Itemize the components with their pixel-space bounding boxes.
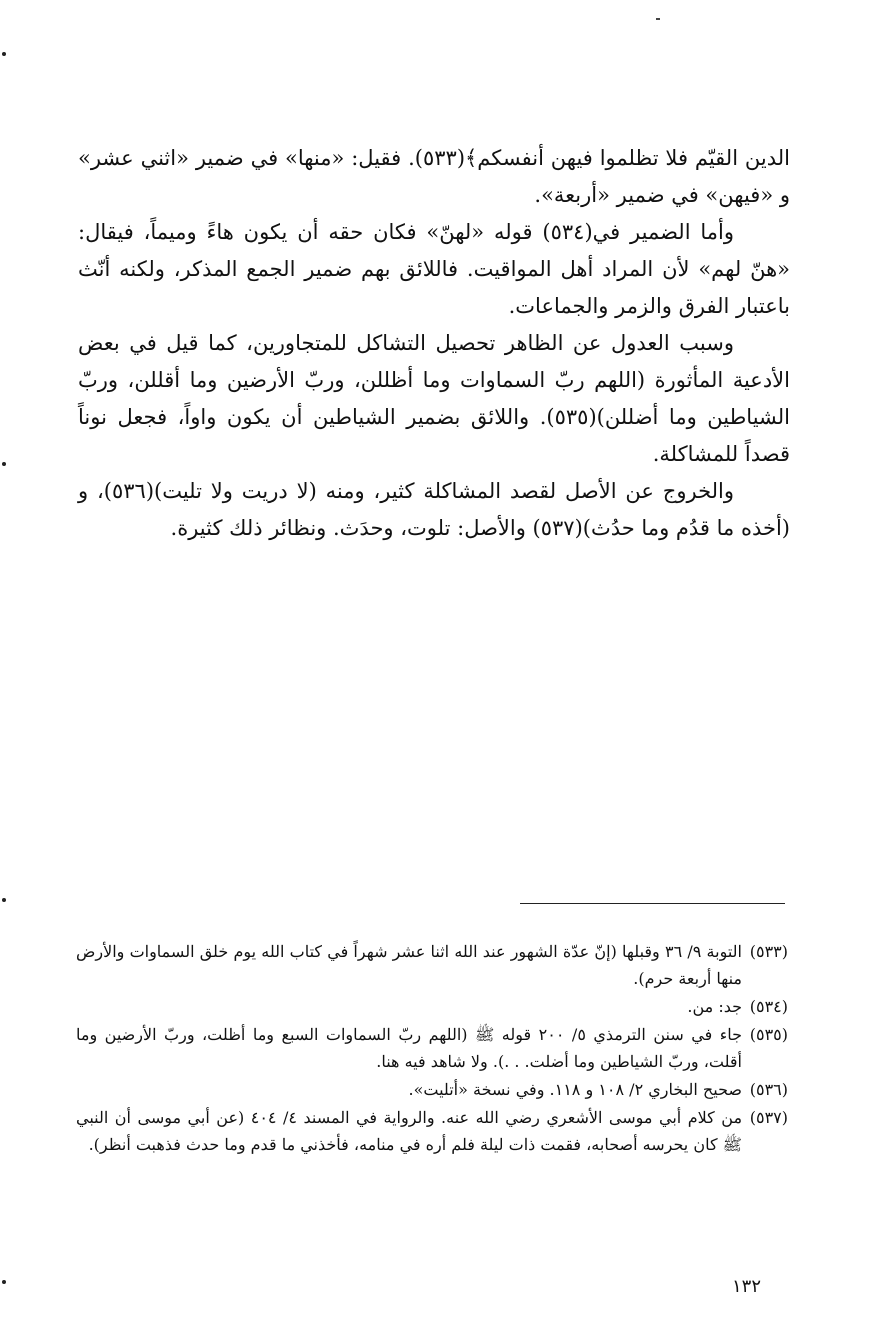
footnote-number: (٥٣٦) xyxy=(749,1080,788,1099)
footnote-533 xyxy=(76,938,788,992)
footnote-534 xyxy=(76,993,788,1020)
binding-hole-mark xyxy=(2,1280,6,1284)
footnote-text: التوبة ٩/ ٣٦ وقبلها (إنّ عدّة الشهور عند الله اثنا عشر شهراً في كتاب الله يوم خلق السماوات والأرض منها أربعة حرم). xyxy=(76,942,743,988)
footnote-text: جاء في سنن الترمذي ٥/ ٢٠٠ قوله ﷺ (اللهم ربّ السماوات السبع وما أظلت، وربّ الأرضين وما أقلت، وربّ الشياطين وما أضلت. . .). ولا شاهد فيه هنا. xyxy=(76,1025,742,1071)
footnote-text: جد: من. xyxy=(687,997,742,1016)
paragraph: وسبب العدول عن الظاهر تحصيل التشاكل للمتجاورين، كما قيل في بعض الأدعية المأثورة (اللهم ربّ السماوات وما أظللن، وربّ الأرضين وما أقللن، وربّ الشياطين وما أضللن)(٥٣٥). واللائق بضمير الشياطين أن يكون واواً، فجعل نوناً قصداً للمشاكلة. xyxy=(78,331,790,466)
page-number: ١٣٢ xyxy=(732,1276,762,1297)
footnote-text: صحيح البخاري ٢/ ١٠٨ و ١١٨. وفي نسخة «أتليت». xyxy=(408,1080,742,1099)
paragraph: الدين القيّم فلا تظلموا فيهن أنفسكم﴾(٥٣٣). فقيل: «منها» في ضمير «اثني عشر» و «فيهن» في ضمير «أربعة». xyxy=(78,146,791,207)
scan-speck xyxy=(656,18,660,20)
footnote-separator xyxy=(520,903,785,904)
binding-hole-mark xyxy=(2,462,6,466)
binding-hole-mark xyxy=(2,898,6,902)
footnote-537 xyxy=(76,1104,788,1158)
footnote-text: من كلام أبي موسى الأشعري رضي الله عنه. والرواية في المسند ٤/ ٤٠٤ (عن أبي موسى أن النبي ﷺ كان يحرسه أصحابه، فقمت ذات ليلة فلم أره في منامه، فأخذني ما قدم وما حدث فذهبت أنظر). xyxy=(76,1108,743,1154)
footnote-536 xyxy=(76,1076,788,1103)
paragraph: والخروج عن الأصل لقصد المشاكلة كثير، ومنه (لا دريت ولا تليت)(٥٣٦)، و (أخذه ما قدُم وما حدُث)(٥٣٧) والأصل: تلوت، وحدَث. ونظائر ذلك كثيرة. xyxy=(78,479,790,540)
footnote-number: (٥٣٧) xyxy=(749,1108,788,1127)
footnote-number: (٥٣٤) xyxy=(749,997,788,1016)
footnote-number: (٥٣٣) xyxy=(749,942,788,961)
footnote-number: (٥٣٥) xyxy=(749,1025,788,1044)
binding-hole-mark xyxy=(2,52,6,56)
footnote-535 xyxy=(76,1021,788,1075)
main-text-body xyxy=(78,140,790,547)
footnotes-section xyxy=(76,938,788,1159)
paragraph: وأما الضمير في(٥٣٤) قوله «لهنّ» فكان حقه أن يكون هاءً وميماً، فيقال: «هنّ لهم» لأن المراد أهل المواقيت. فاللائق بهم ضمير الجمع المذكر، ولكنه أنّث باعتبار الفرق والزمر والجماعات. xyxy=(78,220,790,318)
